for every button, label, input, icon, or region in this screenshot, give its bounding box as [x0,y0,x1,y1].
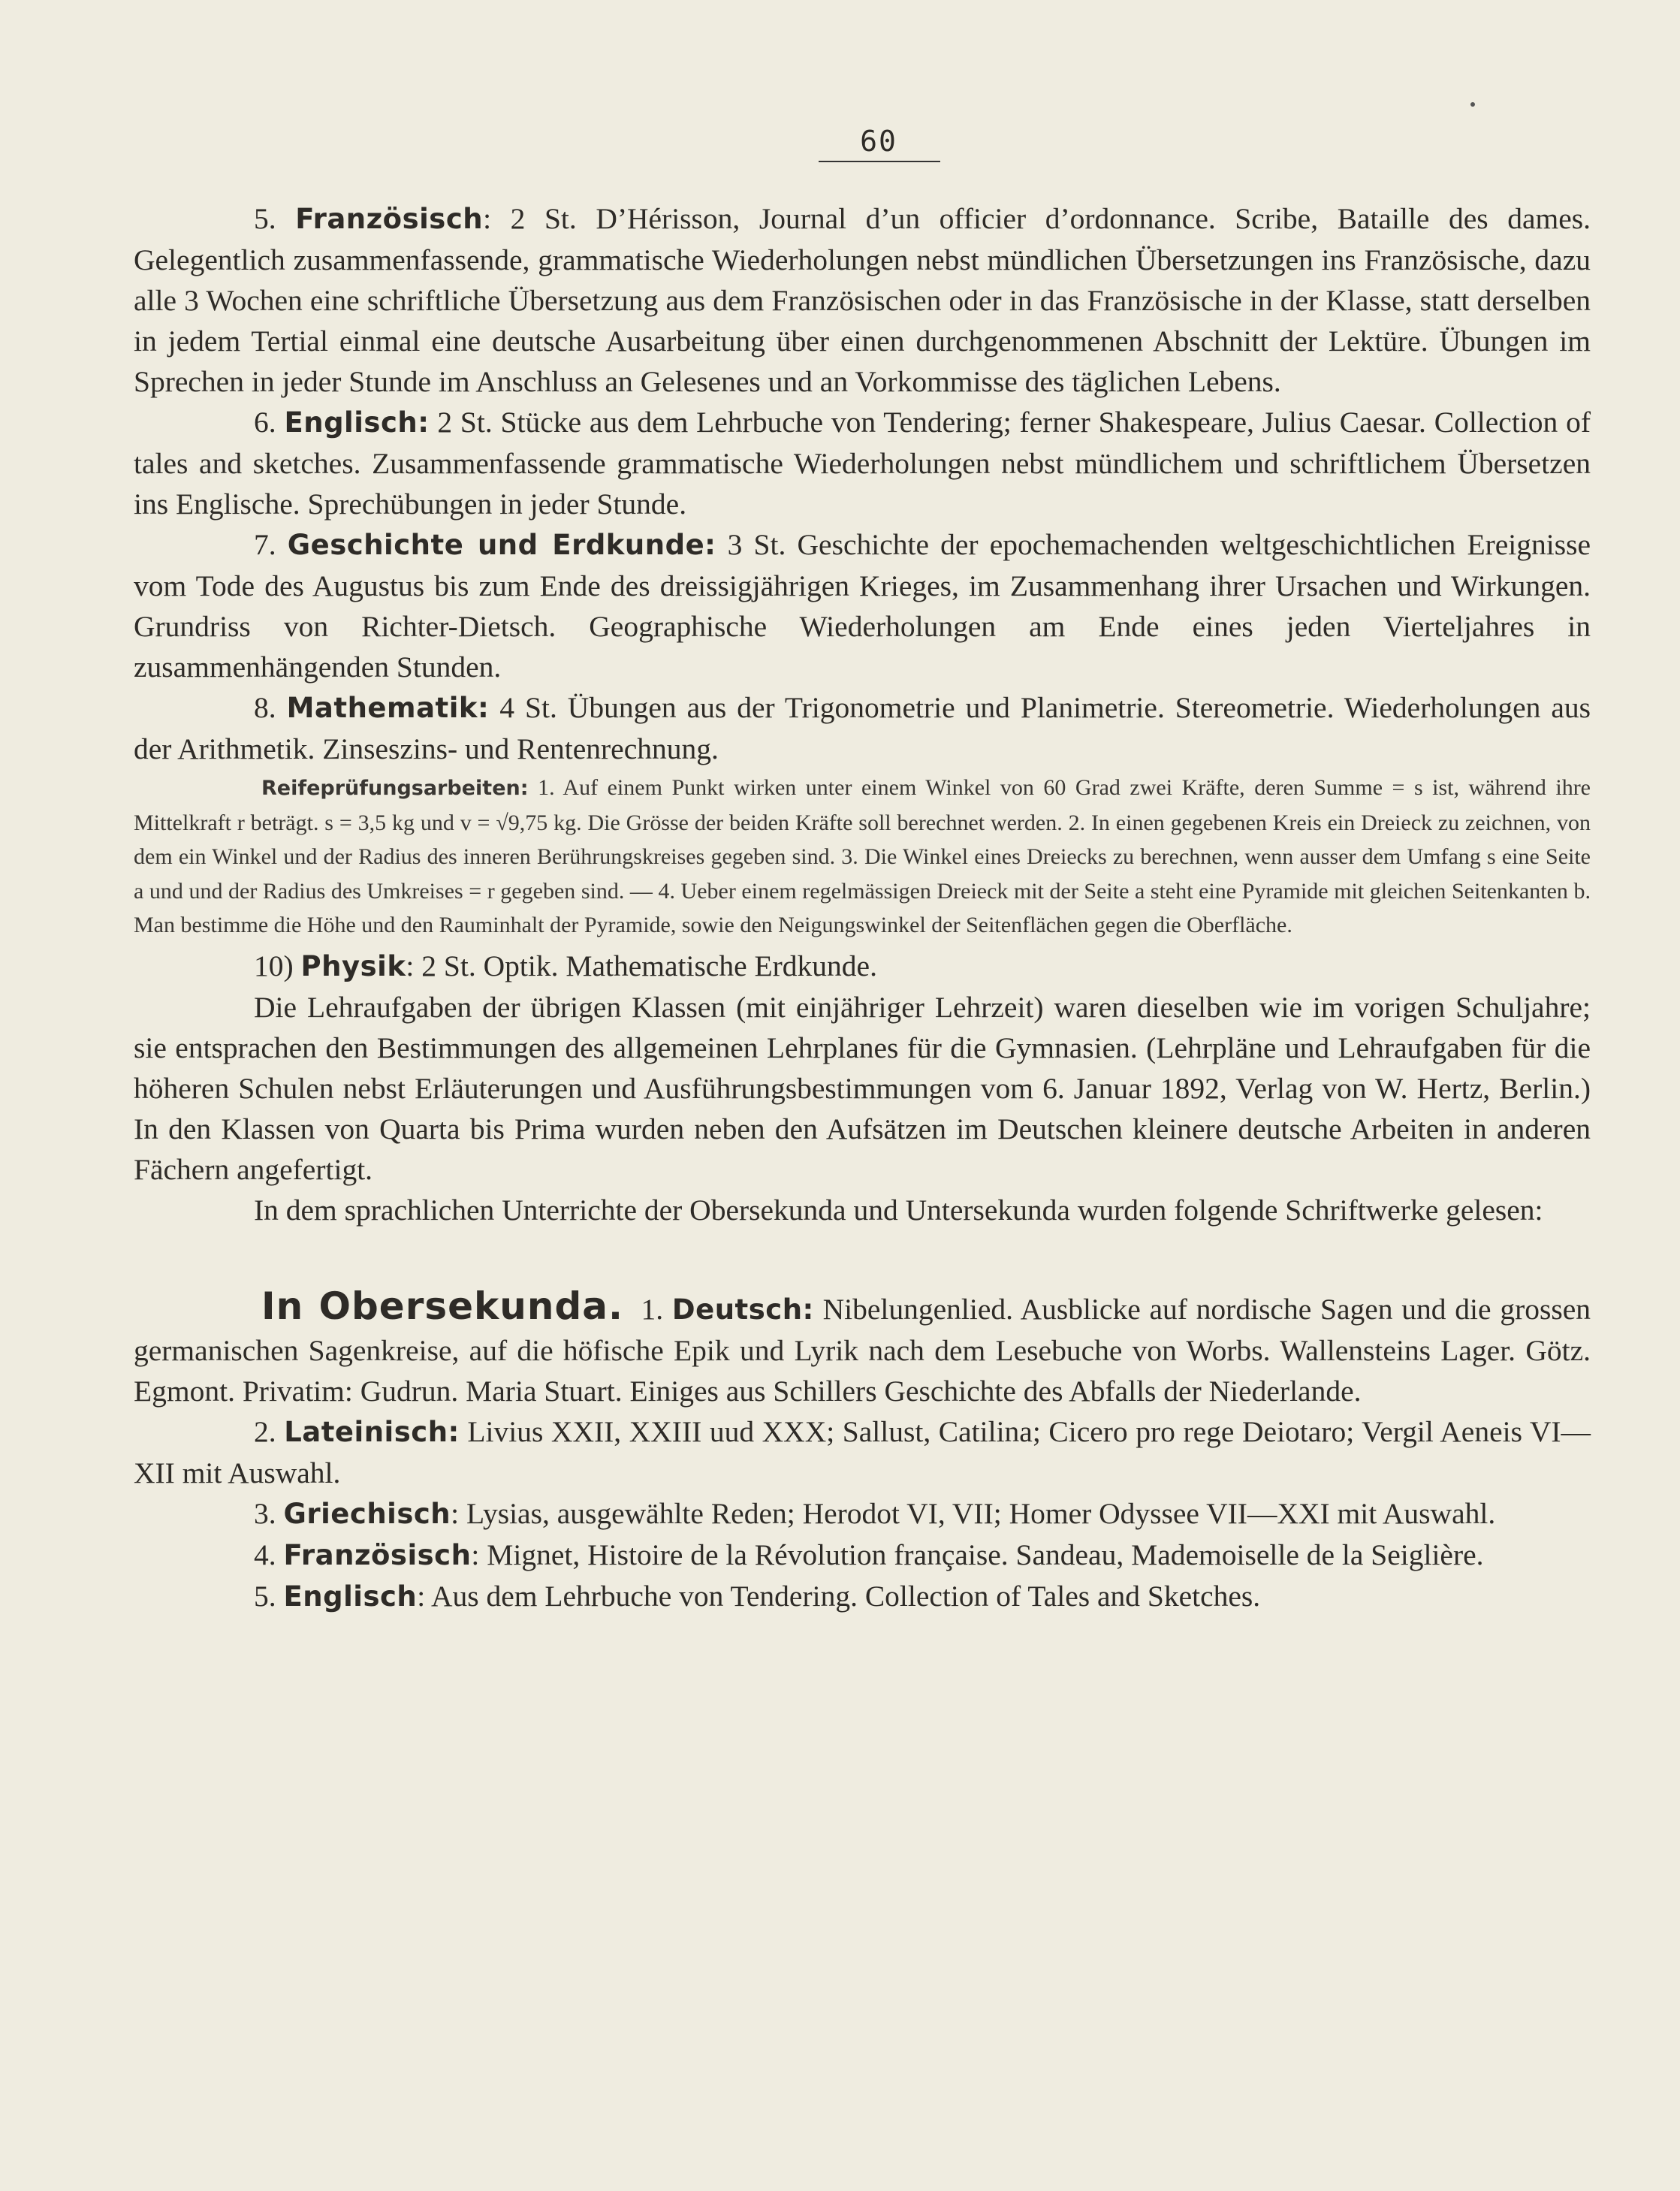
section-o-englisch: 5. Englisch: Aus dem Lehrbuche von Tendering. Collection of Tales and Sketches. [254,1579,1261,1613]
section-o-griechisch: 3. Griechisch: Lysias, ausgewählte Reden; Herodot VI, VII; Homer Odyssee VII—XXI mit Auswahl. [254,1496,1496,1530]
section-geschichte: 7. Geschichte und Erdkunde: 3 St. Geschichte der epochemachenden weltgeschichtlichen Ereignisse vom Tode des Augustus bis zum Ende des dreissigjährigen Krieges, im Zusammenhang ihrer Ursachen und Wirkungen. Grundriss von Richter-Dietsch. Geographische Wiederholungen am Ende eines jeden Vierteljahres in zusammenhängenden Stunden. [134,528,1591,684]
page-number-rule [819,161,940,162]
section-obersekunda: In Obersekunda. 1. Deutsch: Nibelungenlied. Ausblicke auf nordische Sagen und die grossen germanischen Sagenkreise, auf die höfische Epik und Lyrik nach dem Lesebuche von Worbs. Wallensteins Lager. Götz. Egmont. Privatim: Gudrun. Maria Stuart. Einiges aus Schillers Geschichte des Abfalls der Niederlande. [134,1284,1591,1408]
section-o-lateinisch: 2. Lateinisch: Livius XXII, XXIII uud XXX; Sallust, Catilina; Cicero pro rege Deiotaro; Vergil Aeneis VI—XII mit Auswahl. [134,1414,1591,1489]
ink-speck [1470,102,1475,107]
paragraph-schriftwerke: In dem sprachlichen Unterrichte der Obersekunda und Untersekunda wurden folgende Schriftwerke gelesen: [254,1193,1543,1227]
main-text [134,198,1591,1617]
section-reifepruefung: Reifeprüfungsarbeiten: 1. Auf einem Punkt wirken unter einem Winkel von 60 Grad zwei Kräfte, deren Summe = s ist, während ihre Mittelkraft r beträgt. s = 3,5 kg und v = √9,75 kg. Die Grösse der beiden Kräfte soll berechnet werden. 2. In einen gegebenen Kreis ein Dreieck zu zeichnen, von dem ein Winkel und der Radius des inneren Berührungskreises gegeben sind. 3. Die Winkel eines Dreiecks zu berechnen, wenn ausser dem Umfang s eine Seite a und und der Radius des Umkreises = r gegeben sind. — 4. Ueber einem regelmässigen Dreieck mit der Seite a steht eine Pyramide mit gleichen Seitenkanten b. Man bestimme die Höhe und den Rauminhalt der Pyramide, sowie den Neigungswinkel der Seitenflächen gegen die Oberfläche. [134,775,1591,937]
page-number: 60 [860,125,897,158]
section-franzoesisch: 5. Französisch: 2 St. D’Hérisson, Journal d’un officier d’ordonnance. Scribe, Bataille des dames. Gelegentlich zusammenfassende, grammatische Wiederholungen nebst mündlichen Übersetzungen ins Französische, dazu alle 3 Wochen eine schriftliche Übersetzung aus dem Französischen oder in das Französische in der Klasse, statt derselben in jedem Tertial einmal eine deutsche Ausarbeitung über einen durchgenommenen Abschnitt der Lektüre. Übungen im Sprechen in jeder Stunde im Anschluss an Gelesenes und an Vorkommisse des täglichen Lebens. [134,202,1591,398]
paragraph-lehraufgaben: Die Lehraufgaben der übrigen Klassen (mit einjähriger Lehrzeit) waren dieselben wie im vorigen Schuljahre; sie entsprachen den Bestimmungen des allgemeinen Lehrplanes für die Gymnasien. (Lehrpläne und Lehraufgaben für die höheren Schulen nebst Erläuterungen und Ausführungsbestimmungen vom 6. Januar 1892, Verlag von W. Hertz, Berlin.) In den Klassen von Quarta bis Prima wurden neben den Aufsätzen im Deutschen kleinere deutsche Arbeiten in anderen Fächern angefertigt. [134,990,1591,1186]
section-mathematik: 8. Mathematik: 4 St. Übungen aus der Trigonometrie und Planimetrie. Stereometrie. Wiederholungen aus der Arithmetik. Zinseszins- und Rentenrechnung. [134,691,1591,765]
section-o-franzoesisch: 4. Französisch: Mignet, Histoire de la Révolution française. Sandeau, Mademoiselle de la Seiglière. [254,1538,1484,1571]
section-physik: 10) Physik: 2 St. Optik. Mathematische Erdkunde. [254,949,877,982]
section-englisch: 6. Englisch: 2 St. Stücke aus dem Lehrbuche von Tendering; ferner Shakespeare, Julius Caesar. Collection of tales and sketches. Zusammenfassende grammatische Wiederholungen nebst mündlichem und schriftlichem Übersetzen ins Englische. Sprechübungen in jeder Stunde. [134,406,1591,521]
